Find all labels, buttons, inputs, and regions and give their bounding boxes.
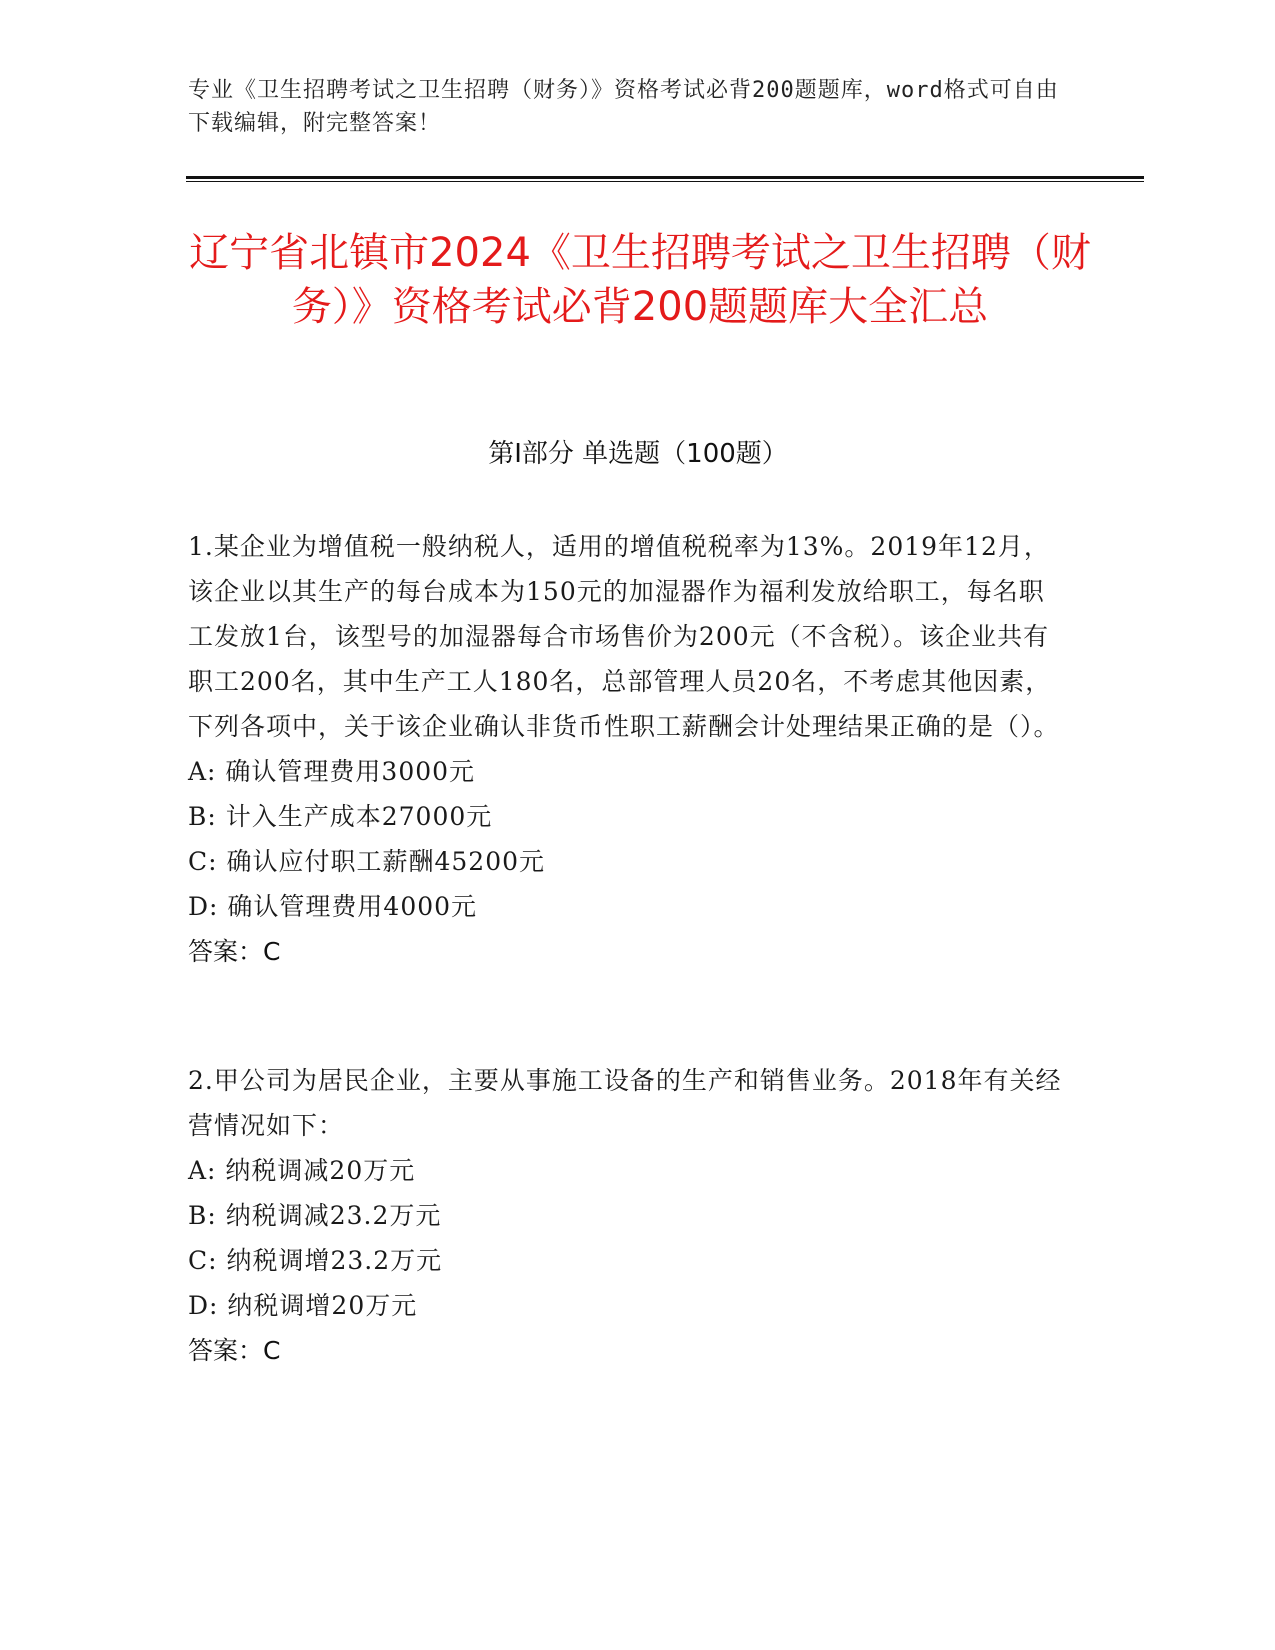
header-note: 专业《卫生招聘考试之卫生招聘（财务）》资格考试必背200题题库，word格式可自由下载编辑，附完整答案！ [188, 78, 1059, 136]
option-b: B: 纳税调减23.2万元 [188, 1201, 442, 1230]
option-a: A: 确认管理费用3000元 [188, 757, 476, 786]
section-title: 第I部分 单选题（100题） [488, 439, 788, 469]
option-c: C: 纳税调增23.2万元 [188, 1246, 443, 1275]
header-divider-thin [186, 181, 1144, 182]
option-a: A: 纳税调减20万元 [188, 1156, 416, 1185]
option-c: C: 确认应付职工薪酬45200元 [188, 847, 546, 876]
header-divider-thick [186, 176, 1144, 179]
option-d: D: 纳税调增20万元 [188, 1291, 418, 1320]
question-text: 1.某企业为增值税一般纳税人，适用的增值税税率为13%。2019年12月，该企业以其生产的每台成本为150元的加湿器作为福利发放给职工，每名职工发放1台，该型号的加湿器每合市场售价为200元（不含税）。该企业共有职工200名，其中生产工人180名，总部管理人员20名，不考虑其他因素，下列各项中，关于该企业确认非货币性职工薪酬会计处理结果正确的是（）。 [188, 532, 1060, 741]
question-1 [188, 524, 1068, 974]
answer: 答案：C [188, 1336, 281, 1365]
option-d: D: 确认管理费用4000元 [188, 892, 478, 921]
question-2 [188, 1058, 1068, 1373]
question-text: 2.甲公司为居民企业，主要从事施工设备的生产和销售业务。2018年有关经营情况如下： [188, 1066, 1062, 1140]
option-b: B: 计入生产成本27000元 [188, 802, 493, 831]
document-title: 辽宁省北镇市2024《卫生招聘考试之卫生招聘（财务）》资格考试必背200题题库大全汇总 [189, 230, 1091, 330]
answer: 答案：C [188, 937, 281, 966]
